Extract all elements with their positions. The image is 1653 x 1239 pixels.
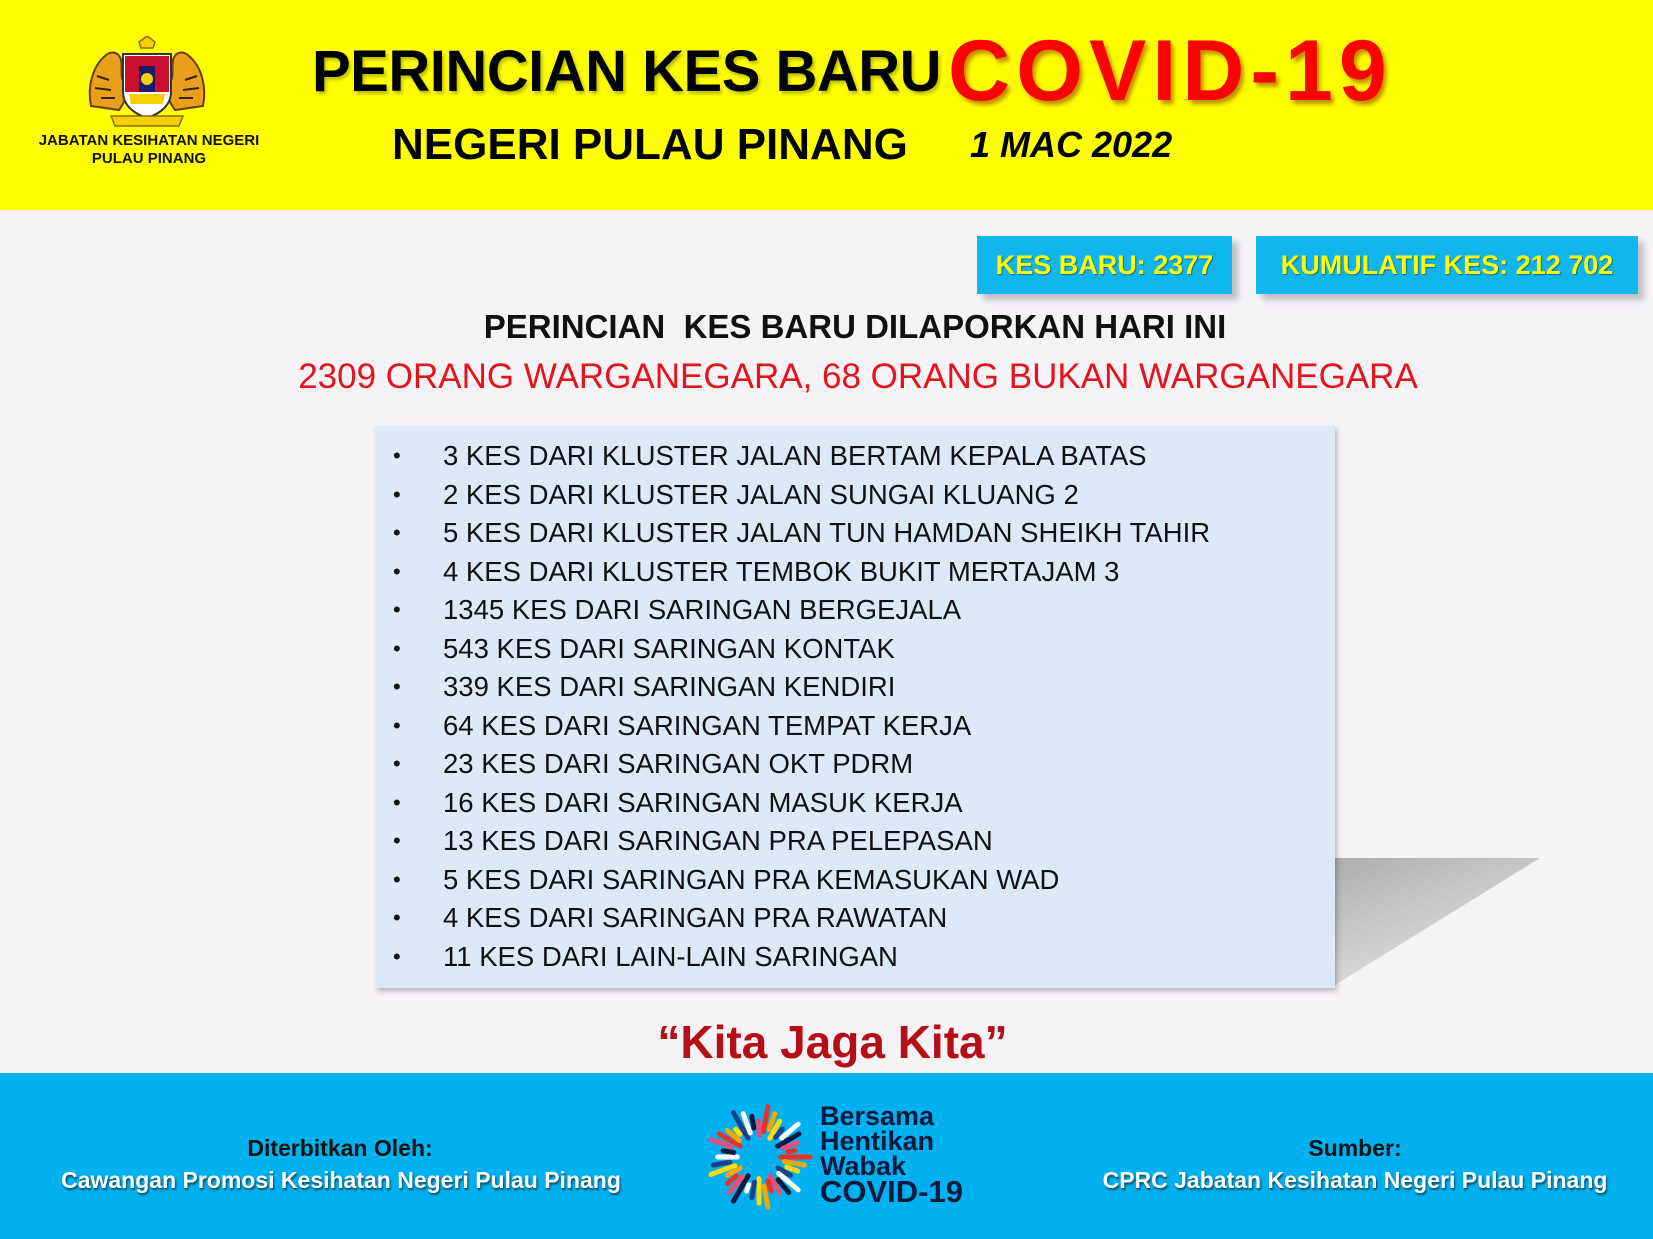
publisher-label: Diterbitkan Oleh: bbox=[247, 1135, 433, 1161]
list-item-text: 4 KES DARI SARINGAN PRA RAWATAN bbox=[443, 902, 948, 933]
list-item bbox=[375, 938, 1335, 977]
case-breakdown-panel bbox=[375, 426, 1335, 988]
slogan: “Kita Jaga Kita” bbox=[657, 1016, 1008, 1068]
list-item bbox=[375, 476, 1335, 515]
bullet-icon: • bbox=[393, 828, 401, 853]
list-item-text: 16 KES DARI SARINGAN MASUK KERJA bbox=[443, 786, 963, 818]
source-label: Sumber: bbox=[1308, 1135, 1402, 1161]
list-item bbox=[375, 630, 1335, 669]
report-date: 1 MAC 2022 bbox=[970, 124, 1173, 165]
breakdown-heading: PERINCIAN KES BARU DILAPORKAN HARI INI bbox=[483, 308, 1227, 345]
starburst-ray bbox=[787, 1167, 798, 1171]
campaign-logo-text bbox=[820, 1101, 963, 1209]
list-item-text: 64 KES DARI SARINGAN TEMPAT KERJA bbox=[443, 709, 972, 741]
department-name-line2: PULAU PINANG bbox=[91, 150, 207, 167]
list-item-text: 1345 KES DARI SARINGAN BERGEJALA bbox=[443, 594, 962, 625]
list-item-text: 339 KES DARI SARINGAN KENDIRI bbox=[443, 671, 896, 702]
state-subtitle: NEGERI PULAU PINANG bbox=[392, 120, 908, 169]
starburst-ray bbox=[784, 1161, 804, 1165]
list-item-text: 5 KES DARI SARINGAN PRA KEMASUKAN WAD bbox=[443, 863, 1060, 895]
list-item-text: 3 KES DARI KLUSTER JALAN BERTAM KEPALA BATAS bbox=[443, 440, 1147, 471]
list-item bbox=[375, 668, 1335, 707]
starburst-ray bbox=[752, 1182, 755, 1197]
list-item bbox=[375, 784, 1335, 823]
campaign-starburst-icon bbox=[700, 1098, 818, 1216]
case-breakdown-list bbox=[375, 437, 1335, 976]
list-item bbox=[375, 591, 1335, 630]
citizenship-summary: 2309 ORANG WARGANEGARA, 68 ORANG BUKAN WARGANEGARA bbox=[298, 357, 1418, 396]
source-name: CPRC Jabatan Kesihatan Negeri Pulau Pinang bbox=[1102, 1167, 1608, 1193]
bullet-icon: • bbox=[393, 789, 401, 815]
bullet-icon: • bbox=[393, 751, 401, 776]
starburst-ray bbox=[747, 1185, 749, 1191]
list-item bbox=[375, 707, 1335, 746]
bullet-icon: • bbox=[393, 943, 401, 969]
bullet-icon: • bbox=[393, 481, 401, 507]
list-item-text: 23 KES DARI SARINGAN OKT PDRM bbox=[443, 748, 914, 779]
list-item-text: 11 KES DARI LAIN-LAIN SARINGAN bbox=[443, 940, 898, 972]
list-item bbox=[375, 822, 1335, 861]
campaign-line-4: COVID-19 bbox=[820, 1174, 963, 1209]
list-item-text: 13 KES DARI SARINGAN PRA PELEPASAN bbox=[443, 825, 993, 856]
page-title: PERINCIAN KES BARU bbox=[312, 39, 942, 104]
bullet-icon: • bbox=[393, 597, 401, 622]
list-item bbox=[375, 514, 1335, 553]
department-name bbox=[14, 132, 284, 168]
starburst-ray bbox=[713, 1162, 729, 1165]
campaign-line-2: Hentikan bbox=[820, 1126, 935, 1156]
list-item-text: 543 KES DARI SARINGAN KONTAK bbox=[443, 632, 895, 664]
list-item-text: 4 KES DARI KLUSTER TEMBOK BUKIT MERTAJAM 3 bbox=[443, 555, 1120, 587]
bullet-icon: • bbox=[393, 674, 401, 699]
bullet-icon: • bbox=[393, 866, 401, 892]
bullet-icon: • bbox=[393, 558, 401, 584]
list-item bbox=[375, 553, 1335, 592]
new-cases-badge: KES BARU: 2377 bbox=[977, 236, 1232, 294]
starburst-ray bbox=[764, 1186, 768, 1207]
starburst-ray bbox=[752, 1116, 754, 1128]
list-item bbox=[375, 437, 1335, 476]
bullet-icon: • bbox=[393, 635, 401, 661]
publisher-name: Cawangan Promosi Kesihatan Negeri Pulau Pinang bbox=[61, 1167, 621, 1193]
campaign-line-3: Wabak bbox=[820, 1151, 907, 1181]
starburst-ray bbox=[788, 1151, 795, 1152]
list-item bbox=[375, 861, 1335, 900]
bullet-icon: • bbox=[393, 905, 401, 930]
list-item bbox=[375, 745, 1335, 784]
bullet-icon: • bbox=[393, 712, 401, 738]
header-banner bbox=[0, 0, 1653, 210]
starburst-ray bbox=[768, 1181, 772, 1191]
bullet-icon: • bbox=[393, 520, 401, 545]
list-item-text: 2 KES DARI KLUSTER JALAN SUNGAI KLUANG 2 bbox=[443, 478, 1079, 510]
cumulative-cases-badge: KUMULATIF KES: 212 702 bbox=[1256, 236, 1638, 294]
starburst-ray bbox=[736, 1129, 740, 1134]
department-name-line1: JABATAN KESIHATAN NEGERI bbox=[38, 132, 260, 149]
starburst-ray bbox=[723, 1151, 734, 1153]
covid-title: COVID-19 bbox=[948, 23, 1393, 119]
campaign-line-1: Bersama bbox=[820, 1101, 935, 1131]
state-coat-of-arms-icon bbox=[85, 36, 209, 132]
list-item bbox=[375, 899, 1335, 938]
bullet-icon: • bbox=[393, 443, 401, 468]
list-item-text: 5 KES DARI KLUSTER JALAN TUN HAMDAN SHEIKH TAHIR bbox=[443, 517, 1211, 548]
panel-shadow bbox=[1330, 858, 1540, 988]
